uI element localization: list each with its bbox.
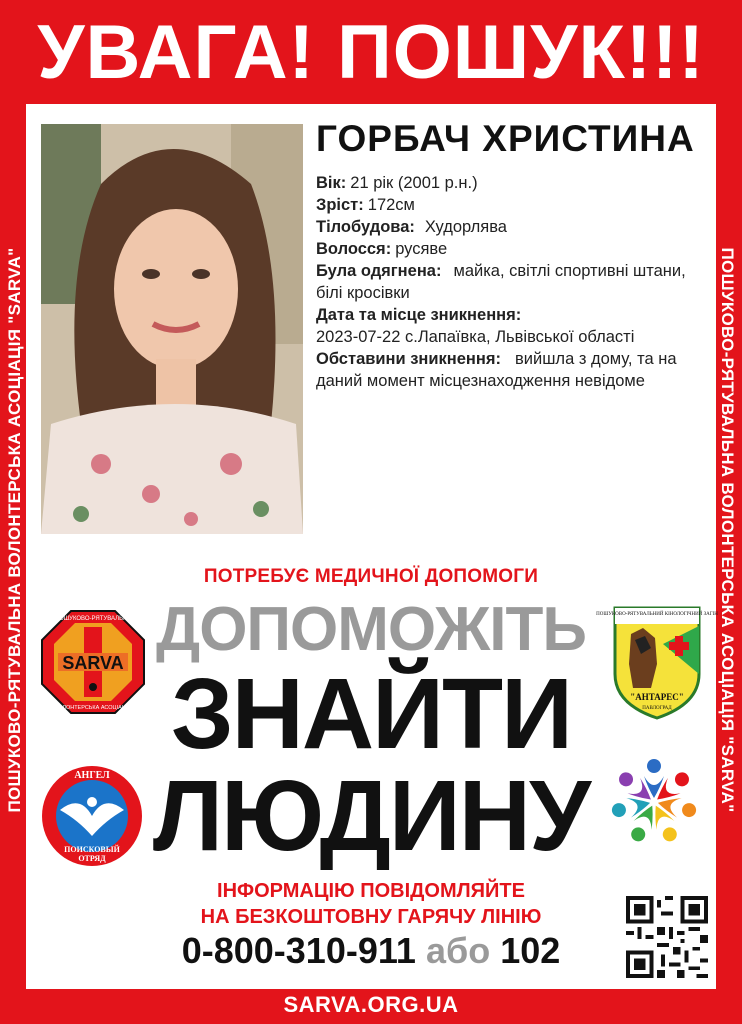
circ-row-2: даний момент місцезнаходження невідоме [316,372,645,390]
clothes-label: Була одягнена: [316,262,442,280]
circ-value-1: вийшла з дому, та на [515,350,677,368]
person-name: ГОРБАЧ ХРИСТИНА [316,118,695,159]
antares-logo-city: ПАВЛОГРАД [642,706,672,711]
age-row [316,172,706,194]
missing-person-photo [41,124,303,534]
qr-code-icon[interactable] [626,896,708,983]
sarva-logo-top: ПОШУКОВО-РЯТУВАЛЬНА [54,616,132,622]
age-label: Вік: [316,174,347,192]
side-text-right: ПОШУКОВО-РЯТУВАЛЬНА ВОЛОНТЕРСЬКА АСОЦІАЦІЯ "SARVA" [718,247,737,813]
website-link[interactable]: SARVA.ORG.UA [283,992,459,1017]
build-label: Тілобудова: [316,218,415,236]
sarva-logo-name: SARVA [62,653,124,673]
phone-line [86,930,656,972]
angel-logo-top: АНГЕЛ [74,770,110,781]
antares-logo-name: "АНТАРЕС" [630,692,684,702]
angel-logo-bottom-1: ПОИСКОВЫЙ [64,845,120,854]
content-panel [26,104,716,989]
hair-row [316,238,706,260]
date-label-row [316,304,706,326]
side-text-left: ПОШУКОВО-РЯТУВАЛЬНА ВОЛОНТЕРСЬКА АСОЦІАЦІЯ "SARVA" [5,247,24,813]
hotline-line-1: ІНФОРМАЦІЮ ПОВІДОМЛЯЙТЕ [217,880,525,902]
date-label: Дата та місце зникнення: [316,306,522,324]
medical-notice: ПОТРЕБУЄ МЕДИЧНОЇ ДОПОМОГИ [203,566,539,587]
antares-logo-top: ПОШУКОВО-РЯТУВАЛЬНИЙ КІНОЛОГІЧНИЙ ЗАГІН [596,612,718,617]
people-circle-logo [604,752,704,857]
sarva-logo-bottom: ВОЛОНТЕРСЬКА АСОЦІАЦІЯ [54,705,132,711]
hotline-phone[interactable]: 0-800-310-911 [181,930,416,971]
hair-value: русяве [395,240,448,258]
height-value: 172см [367,196,415,214]
phone-or: або [425,930,491,971]
clothes-row [316,260,706,282]
person-heading: ЛЮДИНУ [152,760,590,872]
help-heading: ДОПОМОЖІТЬ [156,595,586,664]
sarva-logo [40,609,146,720]
age-value: 21 рік (2001 р.н.) [350,174,478,192]
person-details [316,172,706,392]
circ-label: Обставини зникнення: [316,350,501,368]
angel-logo-bottom-2: ОТРЯД [78,854,106,863]
angel-logo [40,764,144,873]
hair-label: Волосся: [316,240,392,258]
date-place: 2023-07-22 с.Лапаївка, Львівської області [316,328,635,346]
height-label: Зріст: [316,196,364,214]
build-row [316,216,706,238]
emergency-phone[interactable]: 102 [500,930,561,971]
circ-row [316,348,706,370]
clothes-row-2: білі кросівки [316,284,410,302]
build-value: Худорлява [424,218,507,236]
hotline-line-2: НА БЕЗКОШТОВНУ ГАРЯЧУ ЛІНІЮ [200,906,542,928]
find-heading: ЗНАЙТИ [171,658,571,770]
antares-logo [596,604,718,727]
poster-header: УВАГА! ПОШУК!!! [37,10,705,95]
clothes-value-1: майка, світлі спортивні штани, [453,262,686,280]
height-row [316,194,706,216]
